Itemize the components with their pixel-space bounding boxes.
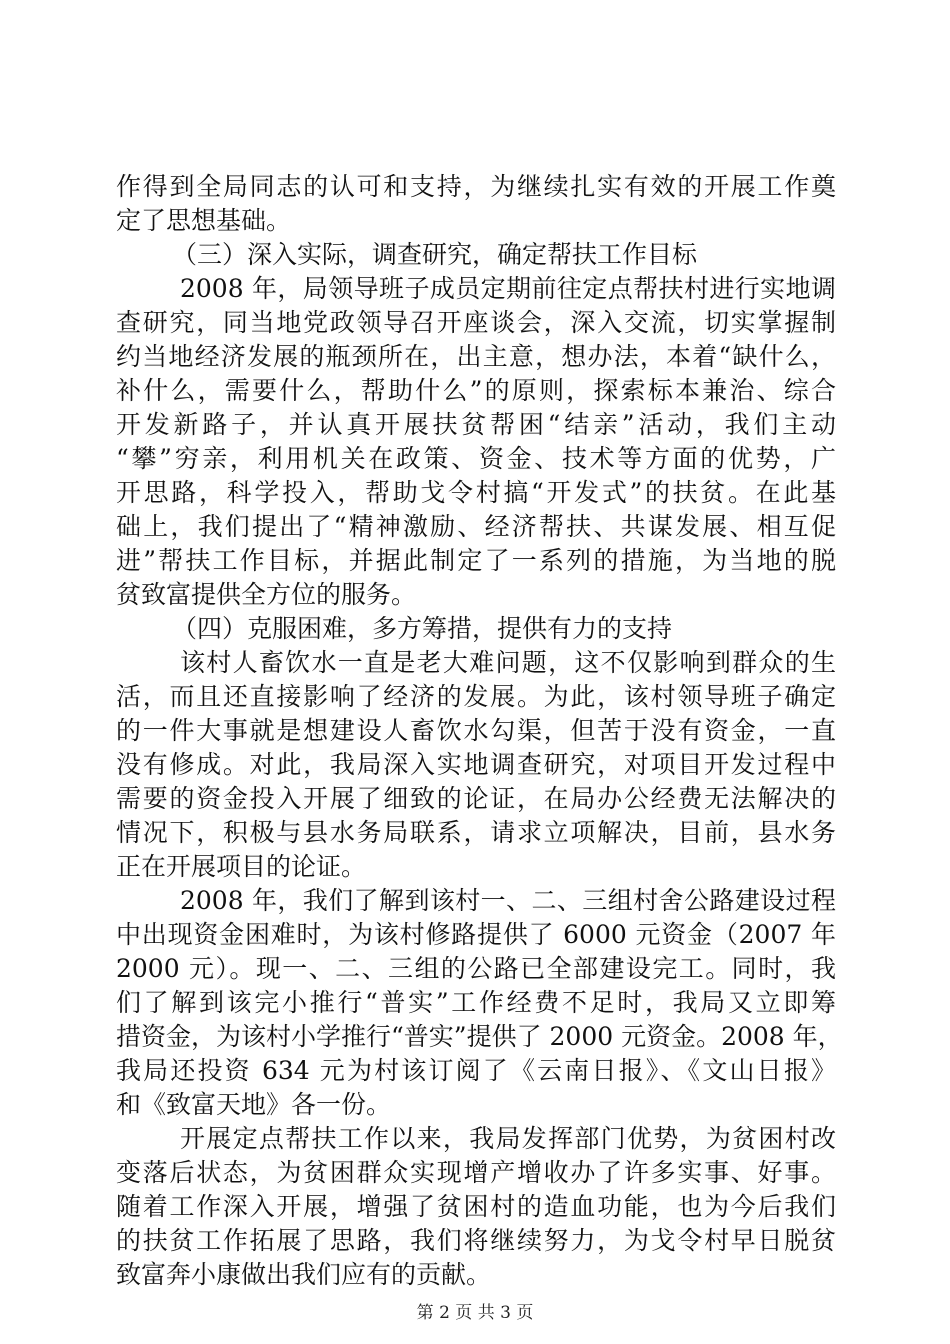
text-line-13: 贫致富提供全方位的服务。 <box>116 580 417 609</box>
text-line-24: 2000 元）。现一、二、三组的公路已全部建设完工。同时，我 <box>116 954 836 983</box>
text-line-5: 查研究，同当地党政领导召开座谈会，深入交流，切实掌握制 <box>116 308 836 337</box>
text-line-28: 和《致富天地》各一份。 <box>116 1090 392 1119</box>
text-line-29: 开展定点帮扶工作以来，我局发挥部门优势，为贫困村改 <box>180 1124 836 1153</box>
text-line-18: 没有修成。对此，我局深入实地调查研究，对项目开发过程中 <box>116 750 836 779</box>
text-line-26: 措资金，为该村小学推行“普实”提供了 2000 元资金。2008 年， <box>116 1022 843 1051</box>
text-line-21: 正在开展项目的论证。 <box>116 852 367 881</box>
text-line-4: 2008 年，局领导班子成员定期前往定点帮扶村进行实地调 <box>180 274 836 303</box>
text-line-25: 们了解到该完小推行“普实”工作经费不足时，我局又立即筹 <box>116 988 836 1017</box>
page-number-footer: 第 2 页 共 3 页 <box>416 1303 534 1323</box>
text-line-19: 需要的资金投入开展了细致的论证，在局办公经费无法解决的 <box>116 784 836 813</box>
section-heading-4: （四）克服困难，多方筹措，提供有力的支持 <box>172 614 673 643</box>
text-line-33: 致富奔小康做出我们应有的贡献。 <box>116 1260 492 1289</box>
text-line-7: 补什么，需要什么，帮助什么”的原则，探索标本兼治、综合 <box>116 376 836 405</box>
text-line-16: 活，而且还直接影响了经济的发展。为此，该村领导班子确定 <box>116 682 836 711</box>
text-line-6: 约当地经济发展的瓶颈所在，出主意，想办法，本着“缺什么， <box>116 342 836 371</box>
text-line-1: 作得到全局同志的认可和支持，为继续扎实有效的开展工作奠 <box>116 172 836 201</box>
text-line-17: 的一件大事就是想建设人畜饮水勾渠，但苦于没有资金，一直 <box>116 716 836 745</box>
text-line-32: 的扶贫工作拓展了思路，我们将继续努力，为戈令村早日脱贫 <box>116 1226 836 1255</box>
text-line-31: 随着工作深入开展，增强了贫困村的造血功能，也为今后我们 <box>116 1192 836 1221</box>
section-heading-3: （三）深入实际，调查研究，确定帮扶工作目标 <box>172 240 698 269</box>
text-line-20: 情况下，积极与县水务局联系，请求立项解决，目前，县水务 <box>116 818 836 847</box>
text-line-12: 进”帮扶工作目标，并据此制定了一系列的措施，为当地的脱 <box>116 546 836 575</box>
text-line-10: 开思路，科学投入，帮助戈令村搞“开发式”的扶贫。在此基 <box>116 478 836 507</box>
text-line-2: 定了思想基础。 <box>116 206 292 235</box>
text-line-15: 该村人畜饮水一直是老大难问题，这不仅影响到群众的生 <box>180 648 836 677</box>
text-line-8: 开发新路子，并认真开展扶贫帮困“结亲”活动，我们主动 <box>116 410 836 439</box>
text-line-27: 我局还投资 634 元为村该订阅了《云南日报》、《文山日报》 <box>116 1056 836 1085</box>
text-line-23: 中出现资金困难时，为该村修路提供了 6000 元资金（2007 年 <box>116 920 836 949</box>
text-line-22: 2008 年，我们了解到该村一、二、三组村舍公路建设过程 <box>180 886 836 915</box>
text-line-9: “攀”穷亲，利用机关在政策、资金、技术等方面的优势，广 <box>116 444 836 473</box>
text-line-11: 础上，我们提出了“精神激励、经济帮扶、共谋发展、相互促 <box>116 512 836 541</box>
text-line-30: 变落后状态，为贫困群众实现增产增收办了许多实事、好事。 <box>116 1158 836 1187</box>
